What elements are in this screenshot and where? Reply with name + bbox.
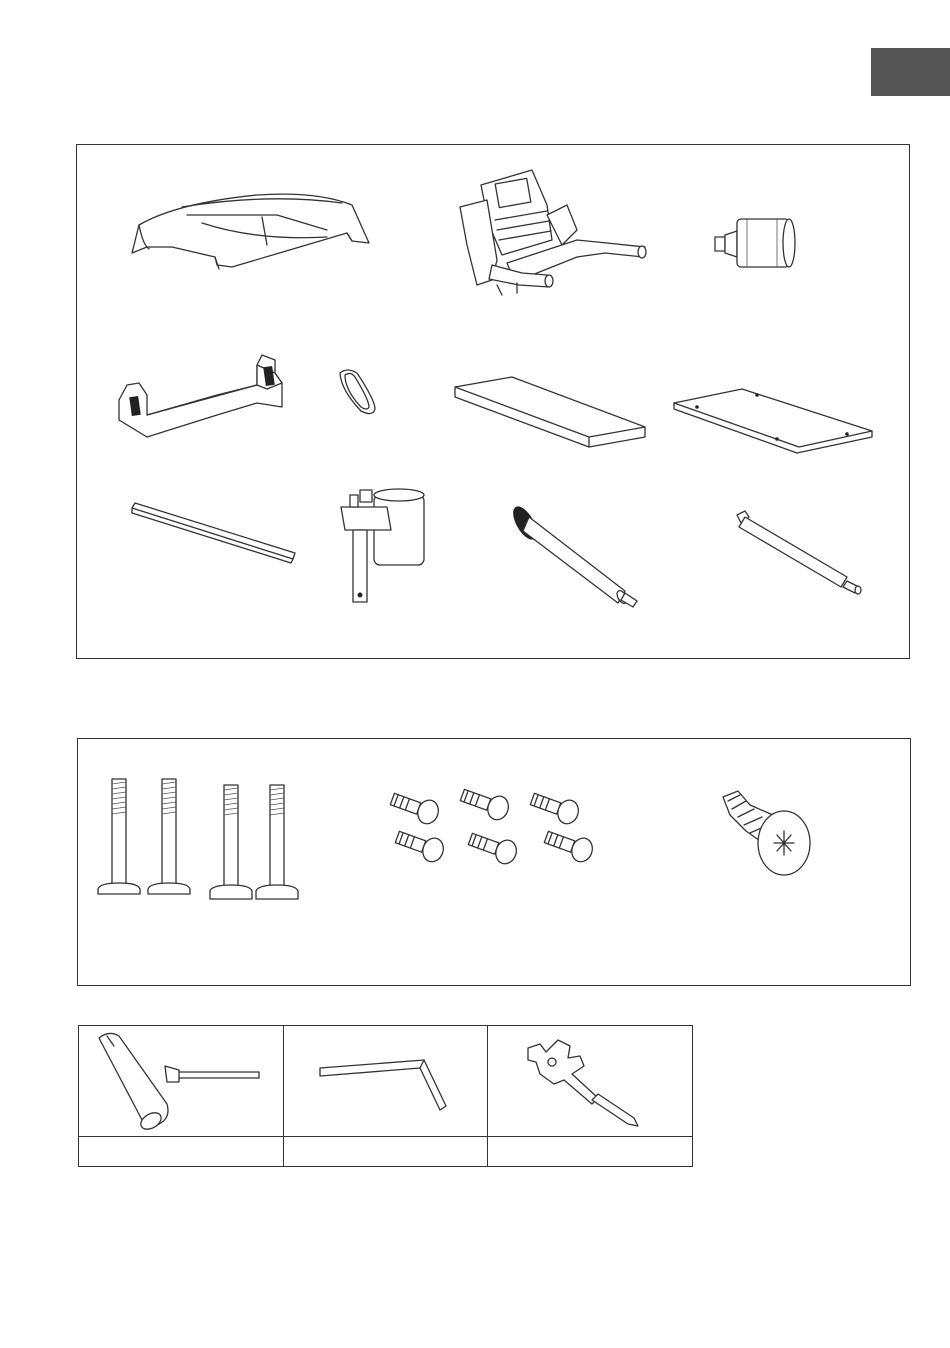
side-rail-icon: [132, 503, 295, 563]
combination-wrench-screwdriver-icon: [488, 1026, 692, 1136]
button-head-screws-icon: [388, 784, 595, 867]
rear-end-cap-icon: [119, 355, 282, 437]
tool-cell: [488, 1026, 693, 1137]
l-hex-key-icon: [284, 1026, 488, 1136]
carriage-bolts-icon: [98, 779, 298, 899]
tool-label: [79, 1137, 284, 1167]
deck-board-icon: [455, 377, 645, 447]
tool-cell: [283, 1026, 488, 1137]
tools-table: [78, 1025, 693, 1167]
rear-roller-icon: [737, 511, 861, 594]
hardware-panel: [77, 738, 911, 986]
incline-motor-icon: [341, 489, 424, 602]
parts-illustration: [77, 145, 909, 658]
motor-cover-icon: [132, 194, 369, 269]
hardware-illustration: [78, 739, 910, 985]
tool-label: [488, 1137, 693, 1167]
t-handle-hex-key-icon: [79, 1026, 283, 1136]
console-upright-assembly-icon: [460, 170, 646, 295]
bottom-cover-plate-icon: [674, 389, 872, 453]
page-tab-marker: [871, 48, 950, 96]
parts-panel: [76, 144, 910, 659]
tool-label: [283, 1137, 488, 1167]
roller-end-cap-icon: [715, 219, 795, 267]
self-tapping-screw-icon: [723, 791, 810, 875]
front-roller-icon: [509, 503, 637, 607]
tool-cell: [79, 1026, 284, 1137]
drive-belt-icon: [340, 370, 375, 414]
